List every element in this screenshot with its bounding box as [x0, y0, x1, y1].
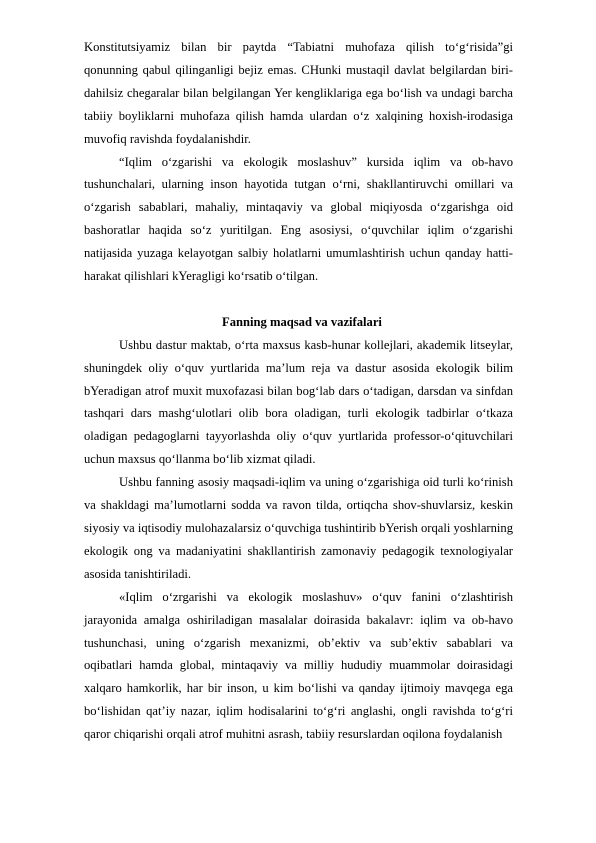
paragraph-course-description: “Iqlim o‘zgarishi va ekologik moslashuv” kursida iqlim va ob-havo tushunchalari, ularning inson hayotida tutgan o‘rni, shakllantiruvchi omillari va o‘zgarish sabablari, mahaliy, mintaqaviy va global miqiyosda o‘zgarishga oid bashoratlar haqida so‘z yuritilgan. Eng asosiysi, o‘quvchilar iqlim o‘zgarishi natijasida yuzaga kelayotgan salbiy holatlarni umumlashtirish uchun qanday hatti-harakat qilishlari kYeragligi ko‘rsatib o‘tilgan.: [84, 154, 513, 284]
paragraph-course-tasks: «Iqlim o‘zrgarishi va ekologik moslashuv» o‘quv fanini o‘zlashtirish jarayonida amalga oshiriladigan masalalar doirasida bakalavr: iqlim va ob-havo tushunchasi, uning o‘zgarish mexanizmi, ob’ektiv va sub’ektiv sabablari va oqibatlari hamda global, mintaqaviy va milliy hududiy muammolar doirasidagi xalqaro hamkorlik, har bir inson, u kim bo‘lishi va qanday ijtimoiy mavqega ega bo‘lishidan qat’iy nazar, iqlim hodisalarini to‘g‘ri anglashi, ongli ravishda to‘g‘ri qaror chiqarishi orqali atrof muhitni asrash, tabiiy resurslardan oqilona foydalanish: [84, 589, 513, 742]
paragraph-spacer: [84, 288, 513, 311]
paragraph-main-goal: Ushbu fanning asosiy maqsadi-iqlim va uning o‘zgarishiga oid turli ko‘rinish va shakldagi ma’lumotlarni sodda va ravon tilda, ortiqcha shov-shuvlarsiz, keskin siyosiy va iqtisodiy mulohazalarsiz o‘quvchiga tushintirib bYerish orqali yoshlarning ekologik ong va madaniyatini shakllantirish zamonaviy pedagogik texnologiyalar asosida tanishtiriladi.: [84, 475, 513, 581]
section-heading: Fanning maqsad va vazifalari: [222, 314, 382, 329]
paragraph-constitution: Konstitutsiyamiz bilan bir paytda “Tabiatni muhofaza qilish to‘g‘risida”gi qonunning qabul qilinganligi bejiz emas. CHunki mustaqil davlat belgilardan biri-dahilsiz chegaralar bilan belgilangan Yer kengliklariga ega bo‘lish va undagi barcha tabiiy boyliklarni muhofaza qilish hamda ulardan o‘z xalqining hoxish-irodasiga muvofiq ravishda foydalanishdir.: [84, 40, 513, 146]
document-page: [84, 36, 513, 746]
paragraph-program-purpose: Ushbu dastur maktab, o‘rta maxsus kasb-hunar kollejlari, akademik litseylar, shuningdek oliy o‘quv yurtlarida ma’lum reja va dastur asosida ekologik bilim bYeradigan atrof muxit muxofazasi bilan bog‘lab dars o‘tadigan, darsdan va sinfdan tashqari dars mashg‘ulotlari olib bora oladigan, turli ekologik tadbirlar o‘tkaza oladigan pedagoglarni tayyorlashda oliy o‘quv yurtlarida professor-o‘qituvchilari uchun maxsus qo‘llanma bo‘lib xizmat qiladi.: [84, 337, 513, 467]
